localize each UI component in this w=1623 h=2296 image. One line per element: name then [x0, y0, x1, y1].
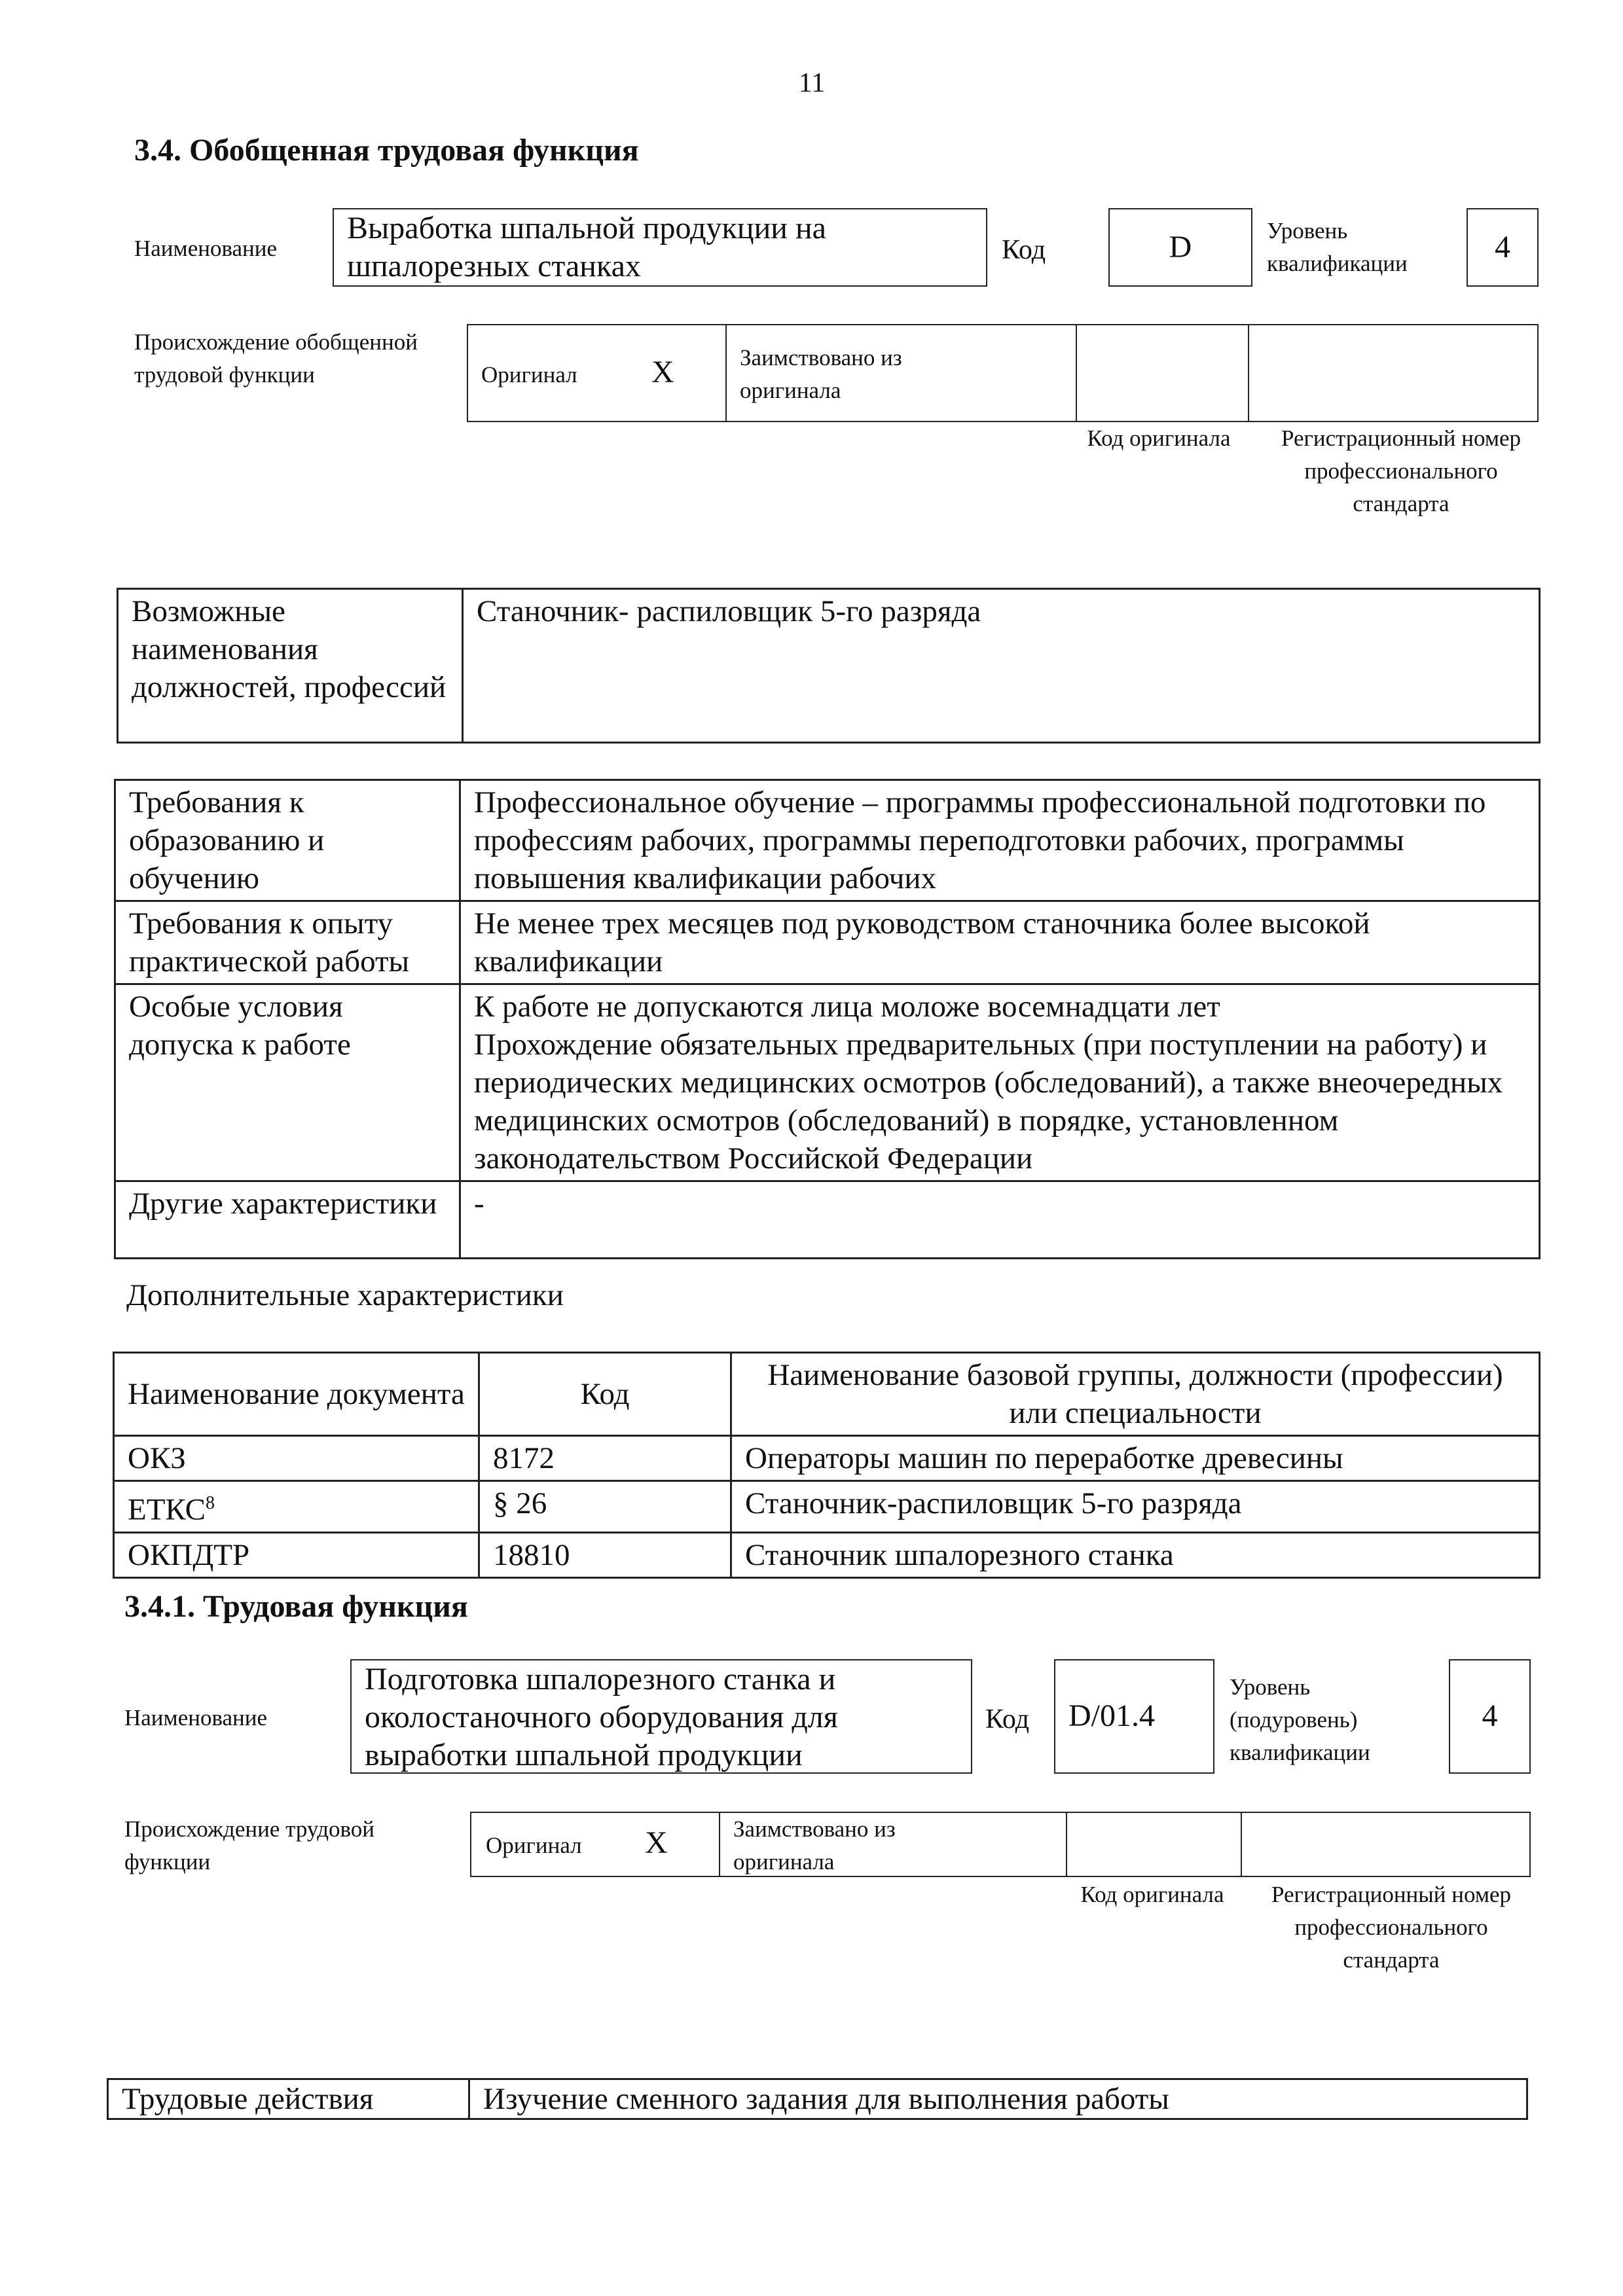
doc-name: ОКЗ [128, 1441, 186, 1475]
requirement-value-extra: Прохождение обязательных предварительных (при поступлении на работу) и периодических медицинских осмотров (обследований), а также внеочередных медицинских осмотров (обследований) в порядке, установленном законодательством Российской Федерации [474, 1028, 1503, 1175]
origin-box [467, 324, 1539, 422]
origin-label: Происхождение обобщенной трудовой функции [134, 329, 418, 387]
header-code: Код [479, 1353, 731, 1436]
code-cell: 18810 [479, 1532, 731, 1577]
table-row [114, 1436, 1540, 1481]
requirement-row [115, 984, 1540, 1181]
level-label: Уровень квалификации [1267, 218, 1408, 276]
function-origin-divider-2 [1066, 1813, 1067, 1876]
footnote-ref: 8 [205, 1493, 215, 1513]
name-value-box [333, 208, 987, 287]
additional-table [113, 1352, 1541, 1579]
function-name-label: Наименование [124, 1705, 268, 1731]
name-label: Наименование [134, 236, 278, 261]
requirement-value: Не менее трех месяцев под руководством станочника более высокой квалификации [460, 901, 1540, 984]
header-group-name: Наименование базовой группы, должности (профессии) или специальности [731, 1353, 1540, 1436]
header-document: Наименование документа [114, 1353, 479, 1436]
requirement-value: - [460, 1181, 1540, 1259]
table-row [114, 1532, 1540, 1577]
function-original-mark: X [645, 1825, 668, 1860]
origin-divider-1 [725, 325, 727, 421]
function-origin-divider-1 [719, 1813, 720, 1876]
positions-row [118, 589, 1540, 743]
requirement-label: Требования к опыту практической работы [115, 901, 460, 984]
requirement-row [115, 901, 1540, 984]
positions-table [117, 588, 1541, 744]
requirement-label: Другие характеристики [115, 1181, 460, 1259]
section-title: 3.4. Обобщенная трудовая функция [134, 133, 639, 168]
code-cell: 8172 [479, 1436, 731, 1481]
requirement-value: Профессиональное обучение – программы профессиональной подготовки по профессиям рабочих, программы переподготовки рабочих, программы повышения квалификации рабочих [460, 780, 1540, 901]
function-name-value: Подготовка шпалорезного станка и околостаночного оборудования для выработки шпальной продукции [365, 1662, 838, 1772]
doc-cell [114, 1436, 479, 1481]
group-name-cell: Станочник-распиловщик 5-го разряда [731, 1481, 1540, 1533]
group-name-cell: Станочник шпалорезного станка [731, 1532, 1540, 1577]
doc-name: ОКПДТР [128, 1537, 250, 1572]
origin-divider-3 [1248, 325, 1249, 421]
function-origin-label: Происхождение трудовой функции [124, 1816, 375, 1874]
labor-action-row [108, 2079, 1527, 2119]
function-code-value: D/01.4 [1054, 1659, 1214, 1774]
doc-cell [114, 1481, 479, 1533]
function-orig-code-caption: Код оригинала [1080, 1882, 1224, 1907]
function-original-label: Оригинал [486, 1833, 582, 1858]
requirement-label: Требования к образованию и обучению [115, 780, 460, 901]
requirement-row [115, 780, 1540, 901]
requirement-value-cell [460, 984, 1540, 1181]
function-title: 3.4.1. Трудовая функция [124, 1589, 468, 1624]
labor-actions-table [107, 2078, 1528, 2120]
additional-header-row [114, 1353, 1540, 1436]
positions-value: Станочник- распиловщик 5-го разряда [463, 589, 1540, 743]
function-level-label: Уровень (подуровень) квалификации [1230, 1674, 1370, 1765]
code-cell: § 26 [479, 1481, 731, 1533]
original-mark: X [651, 355, 674, 389]
level-value: 4 [1467, 208, 1539, 287]
borrowed-label: Заимствовано из оригинала [740, 345, 902, 403]
page-number: 11 [798, 68, 826, 98]
origin-divider-2 [1076, 325, 1077, 421]
requirements-table [114, 779, 1541, 1259]
labor-actions-label: Трудовые действия [108, 2079, 469, 2119]
function-name-box [350, 1659, 972, 1774]
requirement-row [115, 1181, 1540, 1259]
table-row [114, 1481, 1540, 1533]
code-label: Код [1002, 235, 1046, 265]
code-value: D [1108, 208, 1252, 287]
labor-actions-value: Изучение сменного задания для выполнения работы [469, 2079, 1527, 2119]
reg-number-caption: Регистрационный номер профессионального стандарта [1281, 425, 1522, 516]
requirement-value: К работе не допускаются лица моложе восемнадцати лет [474, 990, 1220, 1024]
name-value: Выработка шпальной продукции на шпалорезных станках [347, 211, 826, 283]
function-reg-number-caption: Регистрационный номер профессионального стандарта [1271, 1882, 1512, 1973]
group-name-cell: Операторы машин по переработке древесины [731, 1436, 1540, 1481]
function-origin-box [470, 1812, 1531, 1877]
doc-name: ЕТКС [128, 1492, 206, 1527]
function-origin-divider-3 [1241, 1813, 1242, 1876]
doc-cell [114, 1532, 479, 1577]
original-label: Оригинал [481, 362, 577, 387]
function-level-value: 4 [1449, 1659, 1531, 1774]
function-code-label: Код [985, 1704, 1030, 1734]
function-borrowed-label: Заимствовано из оригинала [733, 1816, 896, 1874]
orig-code-caption: Код оригинала [1087, 425, 1231, 451]
additional-title: Дополнительные характеристики [126, 1278, 564, 1312]
positions-label: Возможные наименования должностей, профессий [118, 589, 463, 743]
requirement-label: Особые условия допуска к работе [115, 984, 460, 1181]
